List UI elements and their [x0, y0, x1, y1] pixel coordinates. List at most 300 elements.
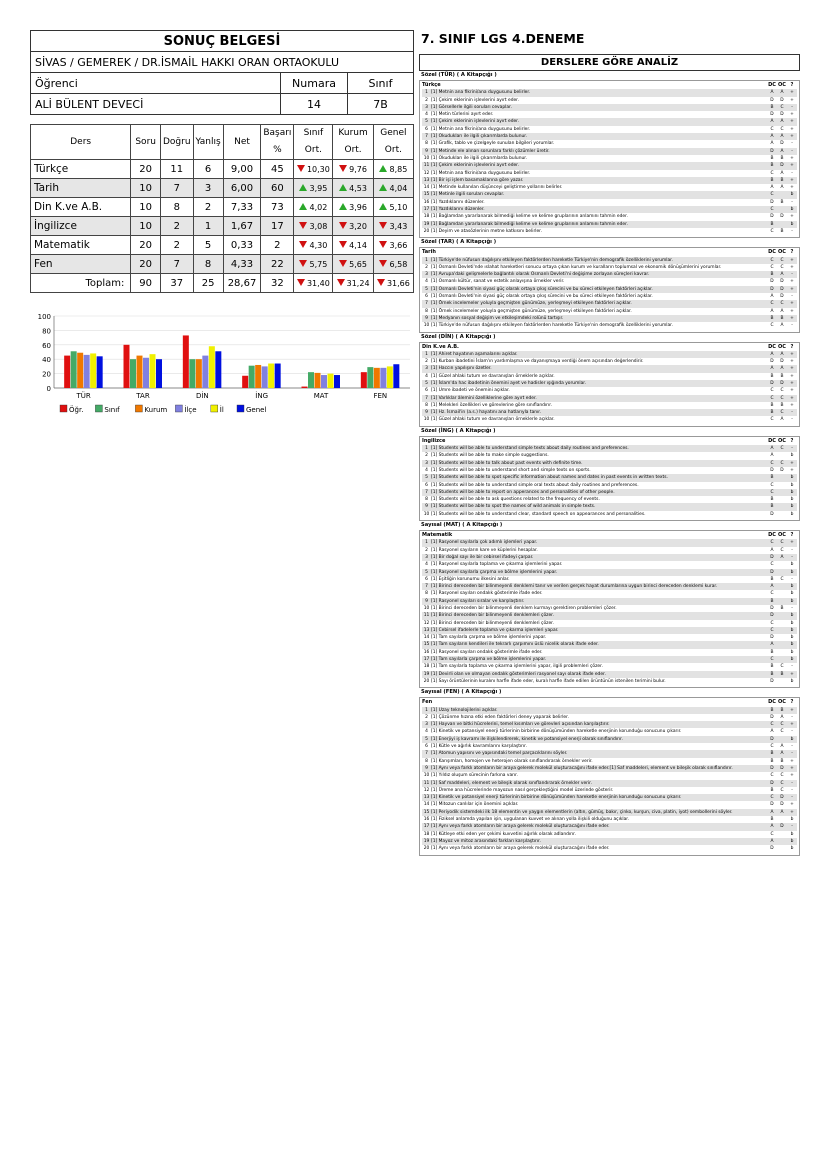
cell-yanlis: 8 — [193, 255, 223, 274]
correct-answer: D — [770, 97, 774, 103]
answer-result: + — [790, 134, 794, 140]
y-tick-label: 20 — [42, 370, 51, 379]
section-header-row — [422, 532, 797, 539]
question-text: [1] Bağlamdan yararlanarak bilmediği kelime ve kelime gruplarının anlamını tahmin eder. — [431, 221, 628, 227]
cell-sinif-value: 4,02 — [309, 202, 328, 212]
student-answer: D — [780, 214, 784, 220]
question-row — [422, 496, 797, 503]
question-row — [422, 641, 797, 648]
arrow-down-icon — [337, 279, 345, 286]
col-soru: Soru — [131, 125, 161, 160]
cell-sinif — [294, 217, 333, 236]
question-row — [422, 162, 797, 169]
question-row — [422, 264, 797, 271]
correct-answer: A — [770, 90, 774, 96]
answer-result: b — [790, 207, 794, 213]
answer-result: - — [791, 554, 793, 560]
bar-TÜR-İl — [90, 353, 96, 388]
question-number: 6 — [425, 126, 428, 132]
student-answer: A — [780, 809, 784, 815]
question-text: [1] Aynı veya farklı atomların bir araya gelerek molekül oluşturacağını ifade eder.[1] Saf maddeleri, element ve bileşik olarak sınıflandırır. — [431, 765, 733, 771]
correct-answer: C — [770, 722, 774, 728]
student-answer: A — [780, 134, 784, 140]
correct-answer: D — [770, 714, 774, 720]
cell-genel — [373, 198, 413, 217]
question-row — [422, 474, 797, 481]
answer-result: + — [790, 155, 794, 161]
question-number: 2 — [425, 453, 428, 459]
question-row — [422, 583, 797, 590]
question-text: [1] Students will be able to understand clear, standard speech on appearances and personalities. — [431, 511, 646, 517]
cell-genel — [373, 255, 413, 274]
question-text: [1] Rasyonel sayıların kare ve küplerini hesaplar. — [431, 547, 538, 553]
bar-TÜR-Öğr. — [64, 356, 70, 388]
section-box — [419, 530, 800, 688]
bar-İNG-Sınıf — [249, 366, 255, 388]
correct-answer: C — [770, 773, 774, 779]
student-answer: B — [780, 315, 784, 321]
question-text: [1] Varlıklar âlemini özelliklerine göre ayırt eder. — [431, 395, 537, 401]
student-answer: D — [780, 294, 784, 300]
question-row — [422, 503, 797, 510]
student-answer: B — [780, 177, 784, 183]
student-answer: C — [780, 460, 784, 466]
question-number: 9 — [425, 315, 428, 321]
student-answer: A — [780, 554, 784, 560]
question-text: [1] Mayoz ve mitoz arasındaki farkları karşılaştırır. — [431, 838, 541, 844]
correct-answer: C — [770, 417, 774, 423]
y-tick-label: 80 — [42, 327, 51, 336]
total-genel-value: 31,66 — [386, 278, 410, 288]
correct-answer: C — [770, 795, 774, 801]
arrow-down-icon — [377, 279, 385, 286]
student-answer: B — [780, 707, 784, 713]
question-row — [422, 539, 797, 546]
question-number: 7 — [425, 751, 428, 757]
question-row — [422, 547, 797, 554]
student-answer: D — [780, 141, 784, 147]
correct-answer: B — [770, 177, 774, 183]
cell-ders: Tarih — [31, 179, 131, 198]
cell-sinif-value: 4,30 — [309, 240, 328, 250]
cell-basari: 73 — [261, 198, 294, 217]
answer-result: + — [790, 707, 794, 713]
student-answer: D — [780, 286, 784, 292]
x-tick-label: TÜR — [76, 392, 91, 400]
student-answer: A — [780, 366, 784, 372]
cell-sinif-value: 5,75 — [309, 259, 328, 269]
correct-answer: B — [770, 475, 774, 481]
question-text: [1] Uzay teknolojilerini açıklar. — [431, 707, 498, 713]
subject-name: Din K.ve A.B. — [422, 343, 459, 350]
question-row — [422, 315, 797, 322]
question-number: 4 — [425, 729, 428, 735]
cell-sinif — [294, 160, 333, 179]
question-row — [422, 373, 797, 380]
question-text: [1] Metin türlerini ayırt eder. — [431, 112, 494, 118]
arrow-down-icon — [299, 241, 307, 248]
correct-answer: B — [770, 272, 774, 278]
correct-answer: A — [770, 294, 774, 300]
student-answer: D — [780, 112, 784, 118]
question-number: 13 — [423, 795, 430, 801]
question-row — [422, 445, 797, 452]
question-row — [422, 809, 797, 816]
correct-answer: B — [770, 664, 774, 670]
cell-ders: Matematik — [31, 236, 131, 255]
student-answer — [777, 641, 787, 648]
question-number: 8 — [425, 308, 428, 314]
correct-answer: D — [770, 554, 774, 560]
question-text: [1] Birinci dereceden bir bilinmeyenli denklemleri çözer. — [431, 613, 554, 619]
col-dc: DC — [768, 699, 776, 706]
answer-result: b — [790, 817, 794, 823]
question-text: [1] Tam sayılarla çarpma ve bölme işlemlerini yapar. — [431, 635, 547, 641]
question-row — [422, 365, 797, 372]
student-answer — [777, 678, 787, 685]
total-basari: 32 — [261, 274, 294, 293]
correct-answer: A — [770, 119, 774, 125]
col-genel: Genel Ort. — [373, 125, 413, 160]
number-label: Numara — [281, 73, 348, 94]
answer-result: + — [790, 671, 794, 677]
student-answer: C — [780, 773, 784, 779]
student-answer: A — [780, 148, 784, 154]
answer-result: + — [790, 765, 794, 771]
question-number: 16 — [423, 817, 430, 823]
correct-answer: C — [770, 126, 774, 132]
question-row — [422, 634, 797, 641]
question-text: [1] Aynı veya farklı atomların bir araya gelerek molekül oluşturacağını ifade eder. — [431, 824, 610, 830]
student-answer — [777, 831, 787, 838]
x-tick-label: MAT — [313, 392, 329, 400]
report-title: SONUÇ BELGESİ — [31, 31, 414, 52]
bar-FEN-Öğr. — [361, 372, 367, 388]
question-text: [1] Rasyonel sayıları sıralar ve karşılaştırır. — [431, 598, 525, 604]
correct-answer: A — [770, 729, 774, 735]
correct-answer: D — [770, 214, 774, 220]
question-row — [422, 140, 797, 147]
legend-label: Sınıf — [104, 406, 120, 414]
bar-TAR-İlçe — [143, 358, 149, 388]
correct-answer: A — [770, 584, 774, 590]
question-row — [422, 184, 797, 191]
question-row — [422, 155, 797, 162]
correct-answer: C — [770, 395, 774, 401]
correct-answer: C — [770, 627, 774, 633]
student-answer: C — [780, 722, 784, 728]
student-answer: D — [780, 380, 784, 386]
cell-kurum — [333, 255, 373, 274]
student-answer: D — [780, 163, 784, 169]
student-answer — [777, 489, 787, 496]
bar-TÜR-Kurum — [77, 353, 83, 388]
correct-answer: D — [770, 467, 774, 473]
question-text: [1] Students will be able to spot specific information about names and dates in past events in written texts. — [431, 475, 668, 481]
student-answer: D — [780, 765, 784, 771]
question-text: [1] Kinetik ve potansiyel enerji türlerinin birbirine dönüşümünden hareketle enerjinin korunduğu sonucunu çıkarır. — [431, 729, 682, 735]
question-number: 2 — [425, 547, 428, 553]
section-label: Sözel (TÜR) ( A Kitapçığı ) — [421, 72, 497, 78]
question-text: [1] Bağlamdan yararlanarak bilmediği kelime ve kelime gruplarının anlamını tahmin eder. — [431, 214, 628, 220]
question-text: [1] Çekim eklerinin işlevlerini ayırt eder. — [431, 119, 519, 125]
question-row — [422, 598, 797, 605]
student-answer: A — [780, 351, 784, 357]
correct-answer: C — [770, 489, 774, 495]
cell-kurum-value: 3,96 — [349, 202, 367, 212]
result-row — [31, 217, 414, 236]
report-left-panel — [30, 30, 414, 414]
answer-result: b — [790, 838, 794, 844]
question-number: 8 — [425, 591, 428, 597]
question-text: [1] Okudukları ile ilgili çıkarımlarda bulunur. — [431, 134, 528, 140]
arrow-down-icon — [379, 222, 387, 229]
question-number: 10 — [423, 155, 430, 161]
cell-sinif-value: 3,08 — [309, 221, 328, 231]
question-text: [1] Avrupa'daki gelişmelerle bağlantılı olarak Osmanlı Devleti'ni değişime zorlayan süreçleri kavrar. — [431, 272, 650, 278]
correct-answer: A — [770, 809, 774, 815]
bar-FEN-Sınıf — [367, 367, 373, 388]
question-text: [1] Metinle ilgili soruları cevaplar. — [431, 192, 505, 198]
question-number: 17 — [423, 824, 430, 830]
student-answer: D — [780, 279, 784, 285]
student-answer: B — [780, 155, 784, 161]
correct-answer: C — [770, 657, 774, 663]
question-number: 15 — [423, 642, 430, 648]
col-result: ? — [790, 532, 794, 539]
arrow-down-icon — [299, 260, 307, 267]
answer-result: - — [791, 170, 793, 176]
analysis-sections — [419, 71, 800, 856]
answer-result: b — [790, 192, 794, 198]
correct-answer: B — [770, 315, 774, 321]
question-text: [1] Metinde kullanılan düşünceyi geliştirme yollarını belirler. — [431, 185, 563, 191]
cell-dogru: 11 — [160, 160, 193, 179]
question-text: [1] Osmanlı Devleti'nin siyasi güç olarak ortaya çıkış sürecini ve bu süreci etkileyen faktörleri açıklar. — [431, 294, 653, 300]
cell-genel-value: 8,85 — [389, 164, 408, 174]
question-row — [422, 170, 797, 177]
col-result: ? — [790, 249, 794, 256]
answer-result: b — [790, 482, 794, 488]
question-row — [422, 148, 797, 155]
question-row — [422, 358, 797, 365]
answer-result: - — [791, 410, 793, 416]
legend-label: Öğr. — [69, 406, 84, 414]
student-number: 14 — [281, 94, 348, 115]
answer-result: b — [790, 736, 794, 742]
bar-FEN-İl — [387, 366, 393, 388]
answer-result: - — [791, 787, 793, 793]
question-text: [1] Rasyonel sayılarla çarpma ve bölme işlemlerini yapar. — [431, 569, 558, 575]
question-row — [422, 402, 797, 409]
correct-answer: D — [770, 380, 774, 386]
answer-result: + — [790, 722, 794, 728]
answer-result: b — [790, 591, 794, 597]
col-oc: ÖC — [778, 343, 786, 350]
student-answer — [777, 612, 787, 619]
answer-result: - — [791, 547, 793, 553]
question-number: 7 — [425, 489, 428, 495]
cell-basari: 17 — [261, 217, 294, 236]
cell-basari: 2 — [261, 236, 294, 255]
correct-answer: D — [770, 279, 774, 285]
answer-result: + — [790, 402, 794, 408]
student-answer: A — [780, 323, 784, 329]
answer-result: - — [791, 606, 793, 611]
answer-result: + — [790, 163, 794, 169]
question-number: 18 — [423, 831, 430, 837]
question-text: [1] Hz. İsmail'in (a.s.) hayatını ana hatlarıyla tanır. — [431, 410, 542, 416]
question-text: [1] Rasyonel sayıları ondalık gösterimle ifade eder. — [431, 591, 543, 597]
question-text: [1] Devirli olan ve olmayan ondalık gösterimleri rasyonel sayı olarak ifade eder. — [431, 671, 606, 677]
answer-result: - — [791, 323, 793, 329]
correct-answer: B — [770, 576, 774, 582]
answer-result: - — [791, 148, 793, 154]
bar-MAT-İl — [328, 374, 334, 388]
result-row — [31, 179, 414, 198]
col-oc: ÖC — [778, 437, 786, 444]
question-text: [1] Yazdıklarını düzenler. — [431, 207, 485, 213]
correct-answer: D — [770, 112, 774, 118]
answer-result: b — [790, 635, 794, 641]
answer-result: b — [790, 475, 794, 481]
x-tick-label: DİN — [195, 392, 209, 400]
answer-result: - — [791, 141, 793, 147]
question-row — [422, 772, 797, 779]
student-answer: C — [780, 780, 784, 786]
question-row — [422, 467, 797, 474]
legend-swatch — [175, 405, 182, 412]
question-row — [422, 511, 797, 518]
student-answer: D — [780, 359, 784, 365]
question-number: 5 — [425, 569, 428, 575]
cell-genel-value: 3,43 — [389, 221, 408, 231]
arrow-down-icon — [297, 165, 305, 172]
question-row — [422, 663, 797, 670]
correct-answer: A — [770, 838, 774, 844]
question-text: [1] Medyanın sosyal değişim ve etkileşimdeki rolünü tartışır. — [431, 315, 564, 321]
answer-result: - — [791, 199, 793, 205]
answer-result: + — [790, 112, 794, 118]
question-text: [1] Melekleri özellikleri ve görevlerine göre sınıflandırır. — [431, 402, 553, 408]
answer-result: - — [791, 294, 793, 300]
question-row — [422, 787, 797, 794]
question-number: 10 — [423, 606, 430, 611]
correct-answer: D — [770, 765, 774, 771]
answer-result: + — [790, 540, 794, 546]
col-result: ? — [790, 343, 794, 350]
question-number: 1 — [425, 90, 428, 96]
student-answer — [777, 496, 787, 503]
total-label: Toplam: — [31, 274, 131, 293]
bar-DİN-Genel — [215, 351, 221, 388]
cell-genel-value: 5,10 — [389, 202, 408, 212]
result-row — [31, 160, 414, 179]
question-row — [422, 612, 797, 619]
bar-DİN-Kurum — [196, 359, 202, 388]
cell-soru: 20 — [131, 255, 161, 274]
question-number: 4 — [425, 279, 428, 285]
question-number: 12 — [423, 170, 430, 176]
cell-dogru: 7 — [160, 255, 193, 274]
arrow-down-icon — [297, 279, 305, 286]
bar-İNG-Genel — [275, 364, 281, 388]
question-number: 5 — [425, 380, 428, 386]
bar-İNG-Kurum — [255, 365, 261, 388]
student-answer: C — [780, 664, 784, 670]
question-number: 5 — [425, 475, 428, 481]
answer-result: + — [790, 185, 794, 191]
answer-result: - — [791, 228, 793, 234]
correct-answer: A — [770, 642, 774, 648]
col-oc: ÖC — [778, 699, 786, 706]
question-text: [1] Students will be able to make simple suggestions. — [431, 453, 549, 459]
subject-name: Türkçe — [422, 82, 441, 88]
question-text: [1] Osmanlı Devleti'nin siyasi güç olarak ortaya çıkış sürecini ve bu süreci etkileyen faktörleri açıklar. — [431, 286, 653, 292]
question-row — [422, 765, 797, 772]
section-box — [419, 342, 800, 427]
answer-result: b — [790, 504, 794, 510]
cell-soru: 20 — [131, 236, 161, 255]
question-text: [1] Fiziksel anlamda yapılan işin, uygulanan kuvvet ve alınan yolla ilişkili olduğunu açıklar. — [431, 817, 630, 823]
section-label: Sayısal (FEN) ( A Kitapçığı ) — [421, 689, 502, 696]
answer-result: + — [790, 373, 794, 379]
question-row — [422, 199, 797, 206]
bar-TAR-İl — [150, 354, 156, 388]
question-number: 18 — [423, 214, 430, 220]
question-text: [1] Türkiye'de nüfusun dağılışını etkileyen faktörlerden hareketle Türkiye'nin demografik özelliklerini yorumlar. — [431, 257, 673, 263]
arrow-down-icon — [339, 241, 347, 248]
answer-result: b — [790, 678, 794, 684]
answer-result: b — [790, 831, 794, 837]
student-answer: C — [780, 388, 784, 394]
question-row — [422, 286, 797, 293]
question-row — [422, 351, 797, 358]
question-row — [422, 721, 797, 728]
question-row — [422, 395, 797, 402]
bar-TAR-Genel — [156, 359, 162, 388]
answer-result: + — [790, 177, 794, 183]
question-row — [422, 576, 797, 583]
answer-result: - — [791, 751, 793, 757]
question-number: 7 — [425, 134, 428, 140]
legend-label: İlçe — [184, 406, 197, 414]
question-number: 12 — [423, 620, 430, 626]
answer-result: b — [790, 657, 794, 663]
student-answer — [777, 561, 787, 568]
question-number: 11 — [423, 613, 430, 619]
arrow-down-icon — [299, 222, 307, 229]
question-text: [1] Bir işi işlem basamaklarına göre yazar. — [431, 177, 524, 183]
correct-answer: A — [770, 185, 774, 191]
question-number: 5 — [425, 119, 428, 125]
correct-answer: C — [770, 540, 774, 546]
student-answer — [777, 206, 787, 213]
student-answer: A — [780, 308, 784, 314]
question-row — [422, 387, 797, 394]
question-text: [1] Students will be able to report on apperances and personalities of other people. — [431, 489, 615, 495]
question-row — [422, 460, 797, 467]
result-row — [31, 236, 414, 255]
question-text: [1] Metnin ana fikrini/ana duygusunu belirler. — [431, 126, 531, 132]
correct-answer: B — [770, 758, 774, 764]
cell-soru: 10 — [131, 217, 161, 236]
student-answer: A — [780, 119, 784, 125]
col-basari: Başarı % — [261, 125, 294, 160]
student-answer: C — [780, 410, 784, 416]
correct-answer: D — [770, 736, 774, 742]
answer-result: b — [790, 613, 794, 619]
